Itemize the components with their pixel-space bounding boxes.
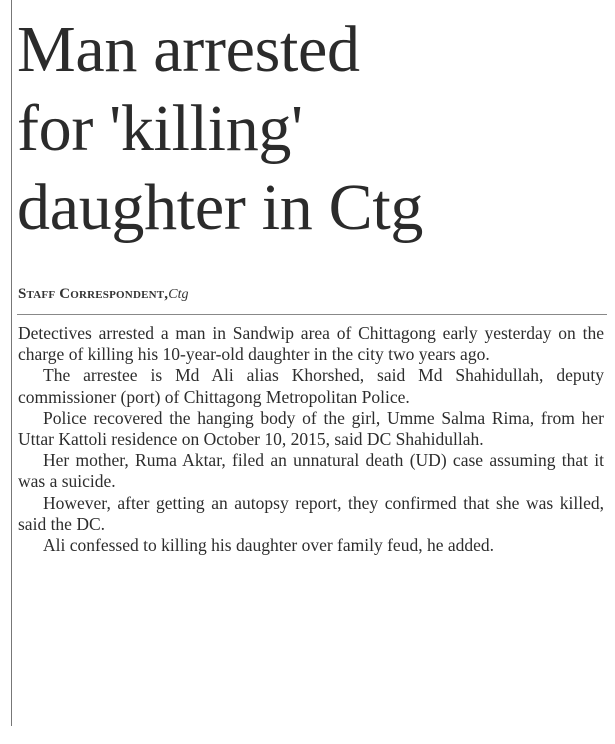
article-body — [18, 323, 604, 556]
headline-line-3: daughter in Ctg — [17, 171, 424, 244]
paragraph-6: Ali confessed to killing his daughter over family feud, he added. — [43, 535, 494, 556]
headline-line-1: Man arrested — [17, 13, 360, 86]
byline-location: Ctg — [168, 287, 189, 302]
paragraph-5: However, after getting an autopsy report, they confirmed that she was killed, said the DC. — [18, 492, 604, 534]
column-rule — [11, 0, 12, 726]
paragraph-3: Police recovered the hanging body of the girl, Umme Salma Rima, from her Uttar Kattoli residence on October 10, 2015, said DC Shahidullah. — [18, 407, 604, 450]
byline-author: Staff Correspondent, — [18, 286, 169, 302]
headline — [17, 10, 607, 247]
byline — [18, 286, 189, 303]
byline-divider — [17, 314, 607, 315]
paragraph-2: The arrestee is Md Ali alias Khorshed, said Md Shahidullah, deputy commissioner (port) of Chittagong Metropolitan Police. — [18, 365, 604, 407]
paragraph-1: Detectives arrested a man in Sandwip area of Chittagong early yesterday on the charge of killing his 10-year-old daughter in the city two years ago. — [18, 323, 604, 365]
paragraph-4: Her mother, Ruma Aktar, filed an unnatural death (UD) case assuming that it was a suicide. — [18, 450, 604, 492]
headline-line-2: for 'killing' — [17, 92, 303, 165]
